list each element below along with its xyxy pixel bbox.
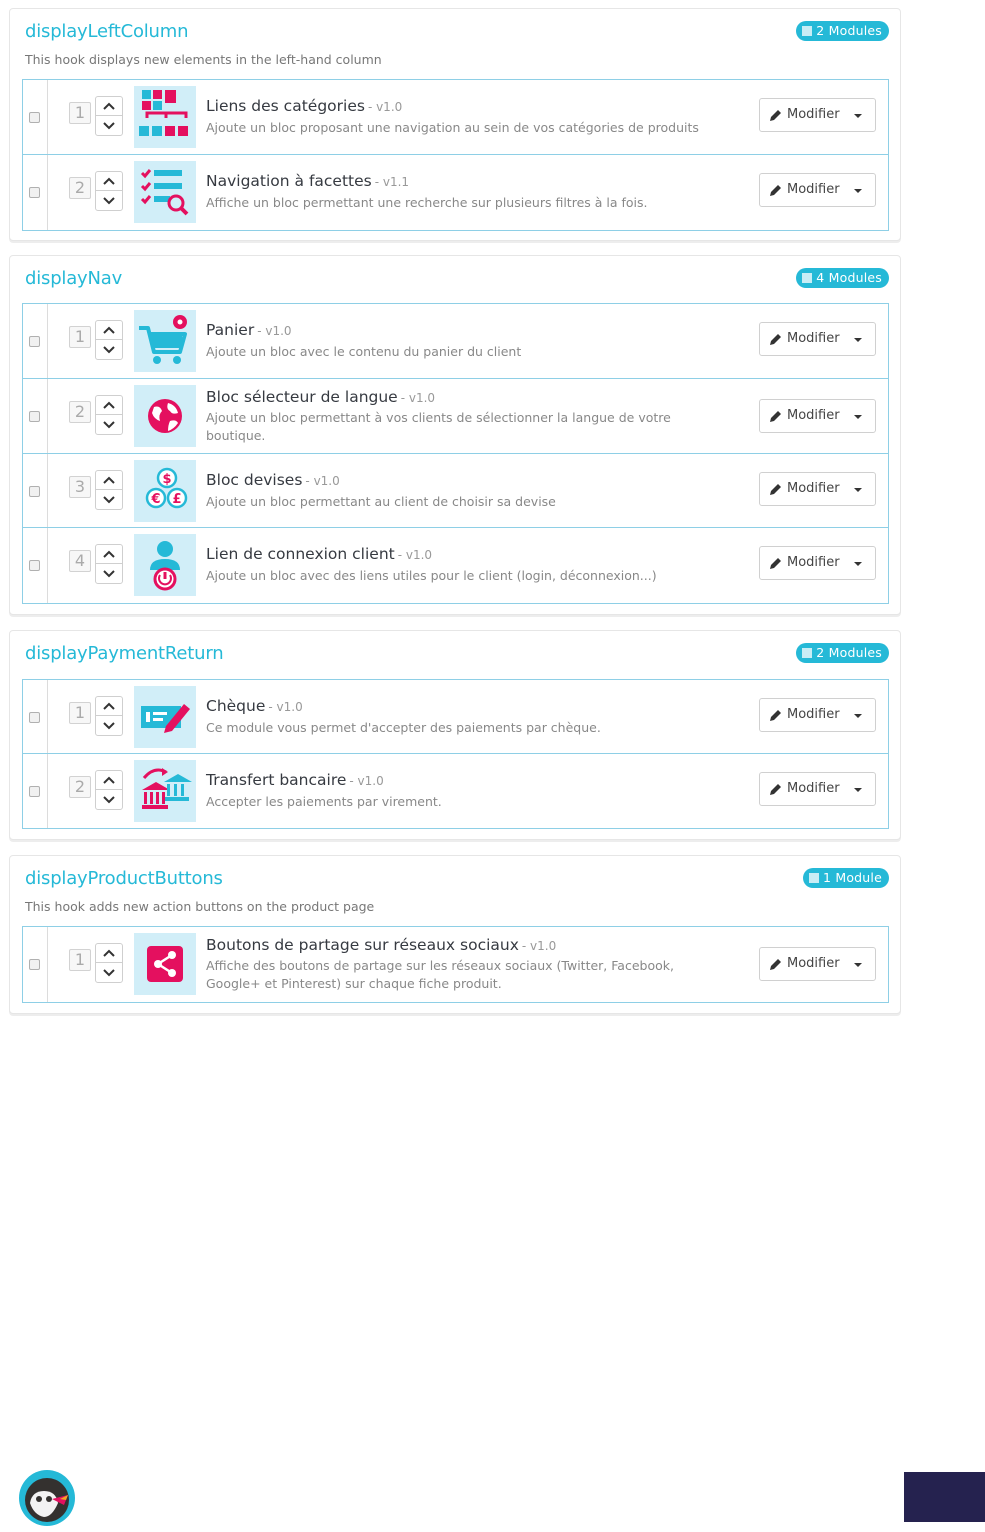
module-list <box>22 303 889 604</box>
caret-down-icon[interactable] <box>854 415 862 419</box>
module-description: Affiche des boutons de partage sur les réseaux sociaux (Twitter, Facebook, Google+ et Pinterest) sur chaque fiche produit. <box>206 958 674 991</box>
module-row <box>23 528 888 603</box>
hook-title: displayProductButtons <box>25 868 223 889</box>
modifier-button[interactable]: Modifier <box>759 947 876 981</box>
module-checkbox[interactable] <box>29 712 40 723</box>
caret-down-icon[interactable] <box>854 562 862 566</box>
module-name: Lien de connexion client - v1.0 <box>206 545 433 563</box>
dark-footer-block <box>904 1472 985 1522</box>
module-row <box>23 927 888 1002</box>
hook-description: This hook adds new action buttons on the product page <box>25 899 375 914</box>
module-description: Ajoute un bloc permettant à vos clients de sélectionner la langue de votre boutique. <box>206 410 671 443</box>
position-number: 2 <box>69 776 91 798</box>
cart-icon <box>134 310 196 372</box>
module-name: Bloc sélecteur de langue - v1.0 <box>206 388 436 406</box>
module-version: - v1.0 <box>257 324 292 338</box>
module-version: - v1.0 <box>349 774 384 788</box>
move-up-button[interactable] <box>96 471 122 490</box>
modifier-button[interactable]: Modifier <box>759 322 876 356</box>
module-name: Panier - v1.0 <box>206 321 292 339</box>
module-list <box>22 79 889 231</box>
module-row <box>23 454 888 528</box>
hook-title: displayNav <box>25 268 123 289</box>
module-checkbox[interactable] <box>29 486 40 497</box>
module-row <box>23 304 888 379</box>
modifier-button[interactable]: Modifier <box>759 546 876 580</box>
caret-down-icon[interactable] <box>854 338 862 342</box>
modifier-button[interactable]: Modifier <box>759 772 876 806</box>
hook-panel-displaynav <box>9 255 901 615</box>
module-row <box>23 379 888 454</box>
move-down-button[interactable] <box>96 564 122 583</box>
move-up-button[interactable] <box>96 697 122 716</box>
module-version: - v1.0 <box>367 100 403 114</box>
module-checkbox[interactable] <box>29 336 40 347</box>
square-icon <box>809 873 819 883</box>
hook-description: This hook displays new elements in the left-hand column <box>25 52 382 67</box>
move-down-button[interactable] <box>96 490 122 509</box>
module-checkbox[interactable] <box>29 411 40 422</box>
module-description: Accepter les paiements par virement. <box>206 794 442 809</box>
prestashop-puffin-logo <box>18 1469 76 1527</box>
modifier-button[interactable]: Modifier <box>759 98 876 132</box>
module-count-badge: 4 Modules <box>796 268 889 288</box>
pencil-icon <box>769 709 782 722</box>
module-description: Affiche un bloc permettant une recherche sur plusieurs filtres à la fois. <box>206 195 648 210</box>
cheque-icon <box>134 686 196 748</box>
caret-down-icon[interactable] <box>854 714 862 718</box>
module-checkbox[interactable] <box>29 187 40 198</box>
position-number: 2 <box>69 177 91 199</box>
reorder-arrows <box>95 696 123 736</box>
pencil-icon <box>769 184 782 197</box>
move-down-button[interactable] <box>96 790 122 809</box>
caret-down-icon[interactable] <box>854 189 862 193</box>
globe-icon <box>134 385 196 447</box>
move-down-button[interactable] <box>96 116 122 135</box>
move-down-button[interactable] <box>96 340 122 359</box>
module-row <box>23 754 888 828</box>
move-up-button[interactable] <box>96 97 122 116</box>
position-number: 2 <box>69 401 91 423</box>
move-up-button[interactable] <box>96 944 122 963</box>
module-count-badge: 1 Module <box>803 868 889 888</box>
caret-down-icon[interactable] <box>854 963 862 967</box>
pencil-icon <box>769 557 782 570</box>
module-name: Boutons de partage sur réseaux sociaux - v1.0 <box>206 936 557 954</box>
module-list <box>22 679 889 829</box>
module-row <box>23 155 888 230</box>
move-up-button[interactable] <box>96 172 122 191</box>
pencil-icon <box>769 109 782 122</box>
caret-down-icon[interactable] <box>854 488 862 492</box>
move-down-button[interactable] <box>96 191 122 210</box>
position-number: 1 <box>69 702 91 724</box>
square-icon <box>802 26 812 36</box>
module-checkbox[interactable] <box>29 786 40 797</box>
reorder-arrows <box>95 320 123 360</box>
modifier-button[interactable]: Modifier <box>759 173 876 207</box>
reorder-arrows <box>95 171 123 211</box>
module-checkbox[interactable] <box>29 560 40 571</box>
move-up-button[interactable] <box>96 321 122 340</box>
move-down-button[interactable] <box>96 963 122 982</box>
module-version: - v1.1 <box>374 175 410 189</box>
module-name: Bloc devises - v1.0 <box>206 471 340 489</box>
module-version: - v1.0 <box>397 548 433 562</box>
reorder-arrows <box>95 470 123 510</box>
position-number: 3 <box>69 476 91 498</box>
modifier-button[interactable]: Modifier <box>759 399 876 433</box>
currency-icon <box>134 460 196 522</box>
module-version: - v1.0 <box>400 391 436 405</box>
move-up-button[interactable] <box>96 771 122 790</box>
position-number: 1 <box>69 102 91 124</box>
hook-panel-displaypaymentreturn <box>9 630 901 840</box>
module-checkbox[interactable] <box>29 959 40 970</box>
position-number: 4 <box>69 550 91 572</box>
position-number: 1 <box>69 326 91 348</box>
square-icon <box>802 648 812 658</box>
move-down-button[interactable] <box>96 716 122 735</box>
bank-transfer-icon <box>134 760 196 822</box>
caret-down-icon[interactable] <box>854 114 862 118</box>
module-name: Transfert bancaire - v1.0 <box>206 771 384 789</box>
category-tree-icon <box>134 86 196 148</box>
module-checkbox[interactable] <box>29 112 40 123</box>
module-row <box>23 680 888 754</box>
share-icon <box>134 933 196 995</box>
module-row <box>23 80 888 155</box>
pencil-icon <box>769 958 782 971</box>
module-description: Ajoute un bloc avec le contenu du panier du client <box>206 344 522 359</box>
module-name: Navigation à facettes - v1.1 <box>206 172 410 190</box>
svg-text:$: $ <box>162 472 172 487</box>
modifier-button[interactable]: Modifier <box>759 472 876 506</box>
reorder-arrows <box>95 943 123 983</box>
reorder-arrows <box>95 96 123 136</box>
pencil-icon <box>769 483 782 496</box>
reorder-arrows <box>95 770 123 810</box>
move-down-button[interactable] <box>96 415 122 434</box>
module-description: Ajoute un bloc avec des liens utiles pour le client (login, déconnexion...) <box>206 568 657 583</box>
module-name: Chèque - v1.0 <box>206 697 303 715</box>
module-description: Ce module vous permet d'accepter des paiements par chèque. <box>206 720 601 735</box>
customer-login-icon <box>134 534 196 596</box>
square-icon <box>802 273 812 283</box>
pencil-icon <box>769 410 782 423</box>
hook-panel-displayleftcolumn <box>9 8 901 241</box>
caret-down-icon[interactable] <box>854 788 862 792</box>
position-number: 1 <box>69 949 91 971</box>
module-count-badge: 2 Modules <box>796 21 889 41</box>
pencil-icon <box>769 333 782 346</box>
pencil-icon <box>769 783 782 796</box>
reorder-arrows <box>95 395 123 435</box>
hook-title: displayPaymentReturn <box>25 643 224 664</box>
hook-title: displayLeftColumn <box>25 21 189 42</box>
move-up-button[interactable] <box>96 545 122 564</box>
reorder-arrows <box>95 544 123 584</box>
module-version: - v1.0 <box>268 700 303 714</box>
svg-text:€: € <box>151 492 161 507</box>
svg-text:£: £ <box>172 492 182 507</box>
module-version: - v1.0 <box>521 939 557 953</box>
module-description: Ajoute un bloc proposant une navigation au sein de vos catégories de produits <box>206 120 699 135</box>
module-description: Ajoute un bloc permettant au client de choisir sa devise <box>206 494 556 509</box>
hook-panel-displayproductbuttons <box>9 855 901 1014</box>
module-name: Liens des catégories - v1.0 <box>206 97 403 115</box>
modifier-button[interactable]: Modifier <box>759 698 876 732</box>
move-up-button[interactable] <box>96 396 122 415</box>
module-version: - v1.0 <box>305 474 340 488</box>
module-count-badge: 2 Modules <box>796 643 889 663</box>
faceted-search-icon <box>134 161 196 223</box>
module-list <box>22 926 889 1003</box>
